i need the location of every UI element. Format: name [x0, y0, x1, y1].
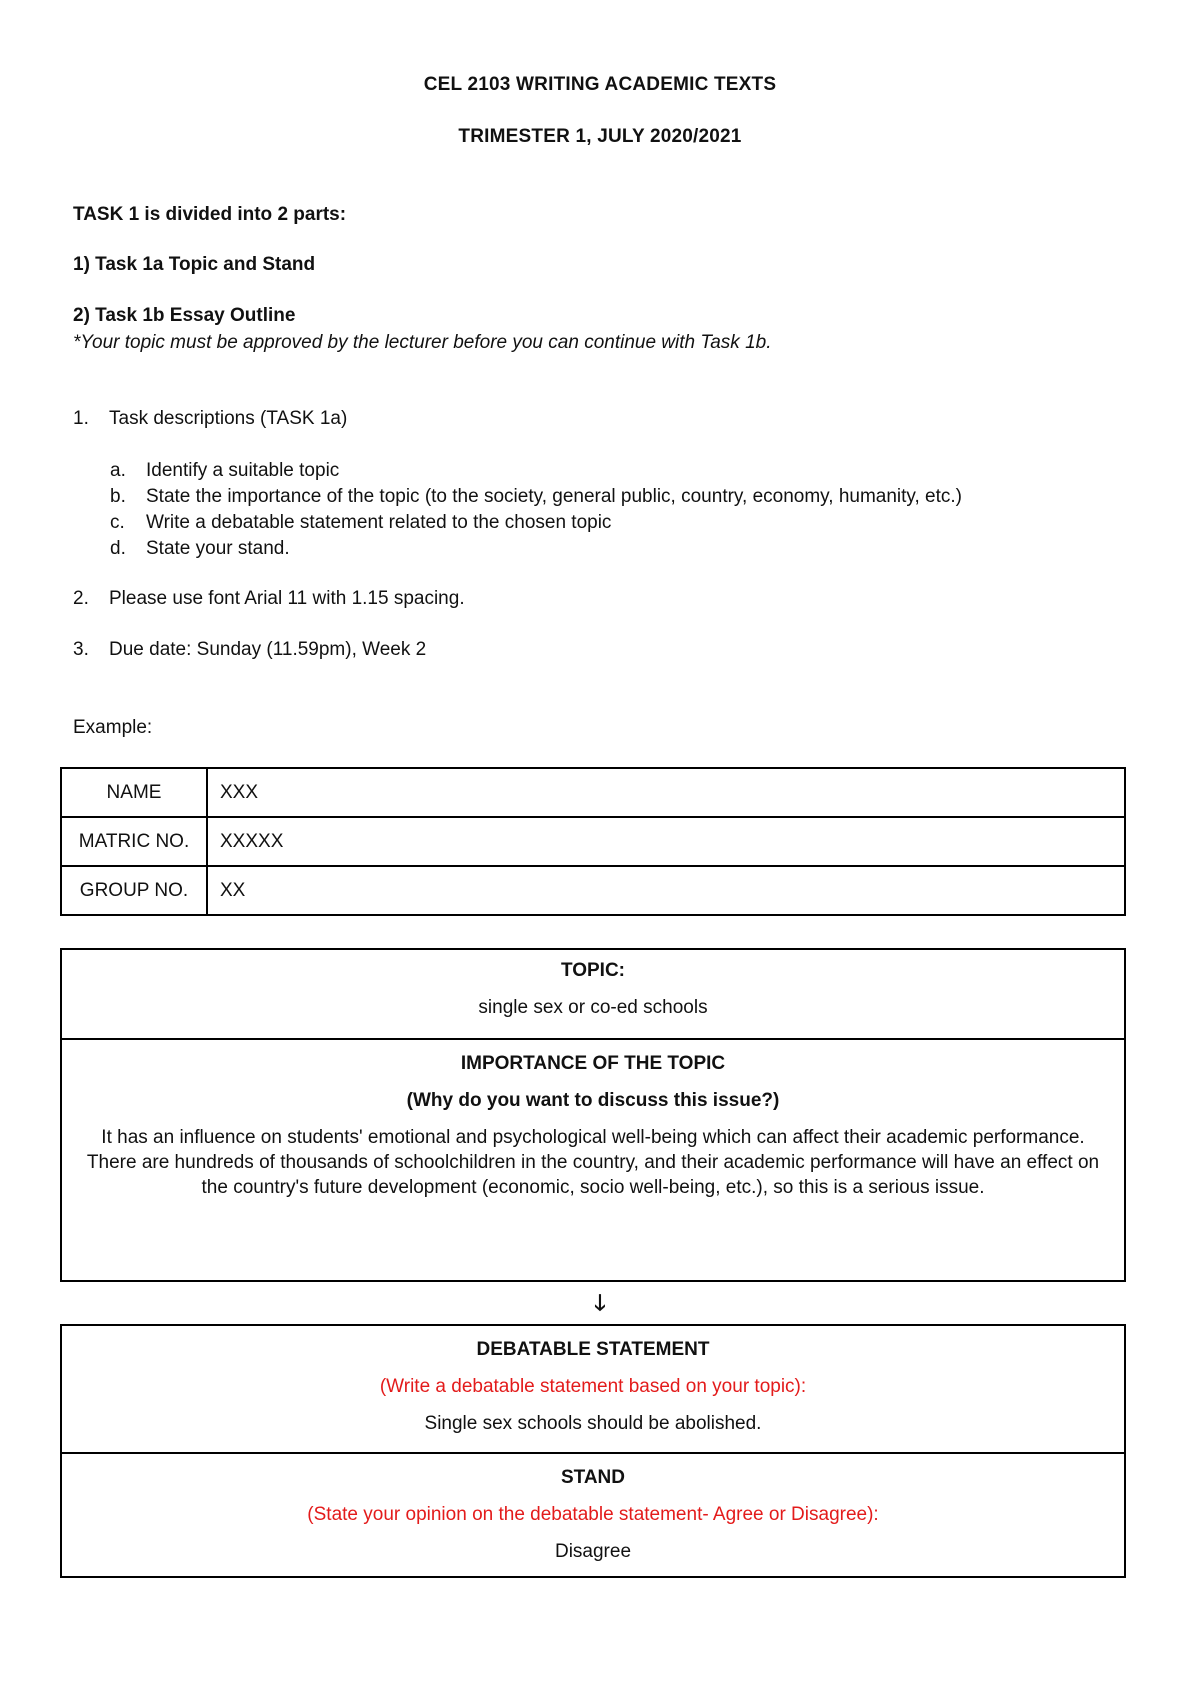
table-value-group: XX [207, 866, 1125, 915]
table-row [61, 768, 1125, 817]
table-label-matric: MATRIC NO. [61, 817, 207, 866]
list-number: 3. [73, 639, 89, 660]
list-number: 1. [73, 408, 89, 429]
instruction-item-2 [73, 588, 465, 610]
sub-item-text: State your stand. [146, 538, 290, 559]
task-part-1: 1) Task 1a Topic and Stand [73, 254, 316, 275]
debatable-prompt: (Write a debatable statement based on your topic): [379, 1376, 807, 1397]
approval-note: *Your topic must be approved by the lecturer before you can continue with Task 1b. [73, 332, 772, 353]
importance-subheading: (Why do you want to discuss this issue?) [406, 1090, 780, 1111]
importance-cell [62, 1038, 1124, 1280]
student-info-table [60, 767, 1126, 916]
sub-item-text: Write a debatable statement related to the chosen topic [146, 512, 612, 533]
sub-item-text: State the importance of the topic (to the society, general public, country, economy, humanity, etc.) [146, 486, 963, 507]
sub-item [110, 458, 962, 484]
instruction-item-3 [73, 639, 426, 661]
list-number: 2. [73, 588, 89, 609]
sub-item-letter: d. [110, 538, 126, 559]
sub-item-letter: b. [110, 486, 126, 507]
stand-heading: STAND [560, 1467, 626, 1488]
sub-item-letter: a. [110, 460, 126, 481]
example-label: Example: [73, 717, 153, 738]
list-text: Task descriptions (TASK 1a) [109, 408, 348, 429]
stand-value: Disagree [554, 1541, 632, 1562]
table-value-name: XXX [207, 768, 1125, 817]
instruction-item-1 [73, 408, 347, 430]
list-text: Please use font Arial 11 with 1.15 spacing. [109, 588, 465, 609]
sub-item [110, 536, 962, 562]
importance-text: It has an influence on students' emotional and psychological well-being which can affect their academic performance. There are hundreds of thousands of schoolchildren in the country, and their academic performance will have an effect on the country's future development (economic, socio well-being, etc.), so this is a serious issue. [86, 1127, 1100, 1198]
debatable-value: Single sex schools should be abolished. [424, 1413, 762, 1434]
topic-cell [62, 950, 1124, 1038]
sub-item [110, 484, 962, 510]
task-divided-heading: TASK 1 is divided into 2 parts: [73, 204, 347, 225]
topic-value: single sex or co-ed schools [478, 997, 708, 1018]
sub-item-letter: c. [110, 512, 125, 533]
sub-item-text: Identify a suitable topic [146, 460, 340, 481]
sub-item-list [110, 458, 962, 562]
importance-heading: IMPORTANCE OF THE TOPIC [460, 1053, 726, 1074]
trimester-title: TRIMESTER 1, JULY 2020/2021 [458, 126, 742, 147]
arrow-down-icon: 🡓 [594, 1290, 606, 1315]
stand-cell [62, 1452, 1124, 1576]
course-title: CEL 2103 WRITING ACADEMIC TEXTS [423, 74, 777, 95]
table-row [61, 866, 1125, 915]
topic-heading: TOPIC: [560, 960, 626, 981]
topic-box [60, 948, 1126, 1282]
debatable-cell [62, 1326, 1124, 1452]
task-part-2: 2) Task 1b Essay Outline [73, 305, 296, 326]
table-label-group: GROUP NO. [61, 866, 207, 915]
table-value-matric: XXXXX [207, 817, 1125, 866]
list-text: Due date: Sunday (11.59pm), Week 2 [109, 639, 427, 660]
table-label-name: NAME [61, 768, 207, 817]
statement-box [60, 1324, 1126, 1578]
sub-item [110, 510, 962, 536]
debatable-heading: DEBATABLE STATEMENT [476, 1339, 710, 1360]
table-row [61, 817, 1125, 866]
stand-prompt: (State your opinion on the debatable statement- Agree or Disagree): [307, 1504, 879, 1525]
